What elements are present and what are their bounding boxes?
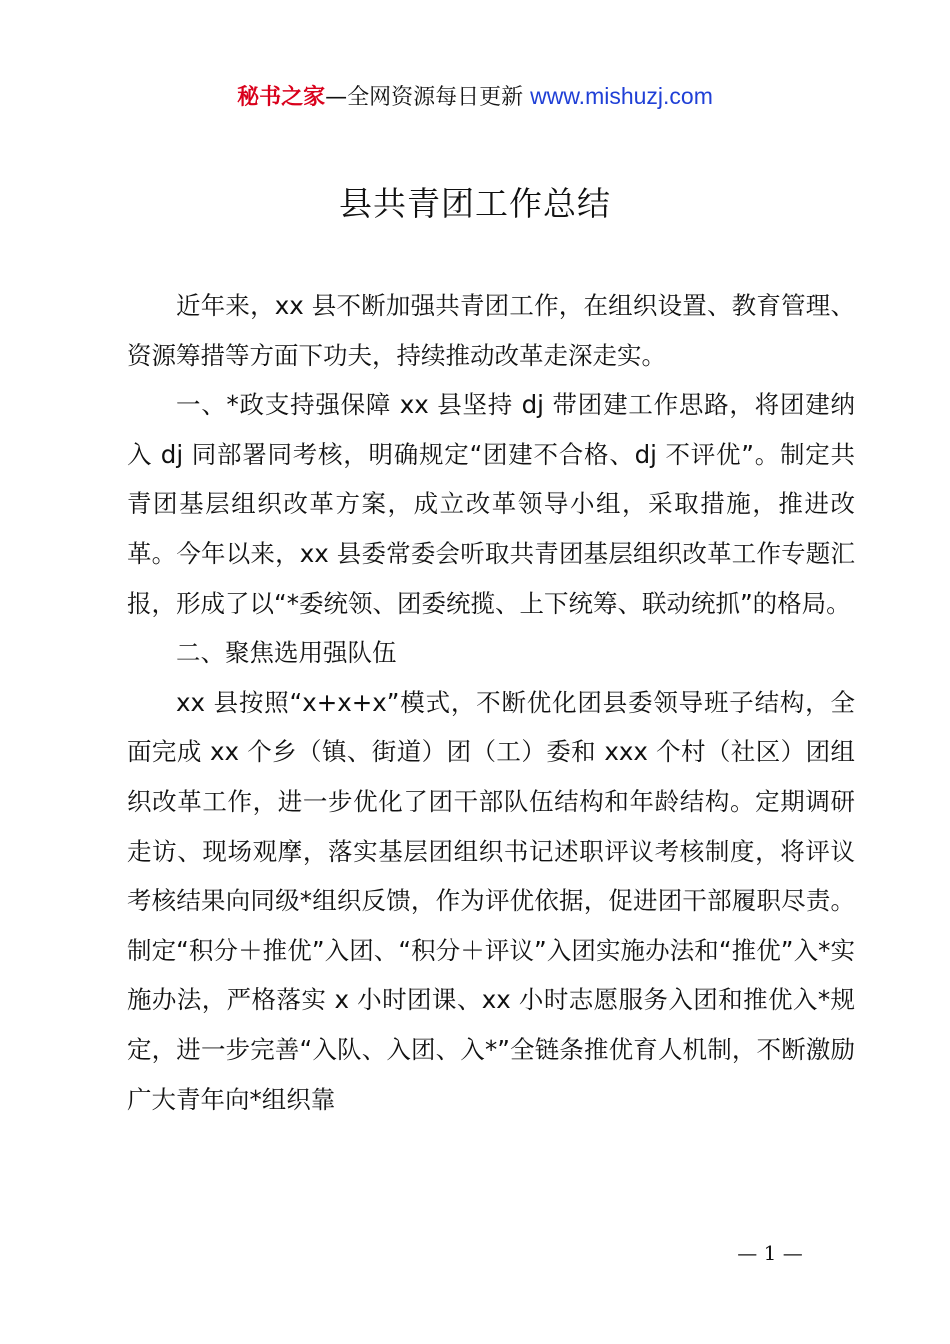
paragraph-intro: 近年来，xx 县不断加强共青团工作，在组织设置、教育管理、资源筹措等方面下功夫，持续推动改革走深走实。	[127, 291, 855, 370]
section-heading-two: 二、聚焦选用强队伍	[176, 638, 397, 668]
document-title: 县共青团工作总结	[339, 184, 611, 223]
paragraph-section-two: xx 县按照“x+x+x”模式，不断优化团县委领导班子结构，全面完成 xx 个乡（镇、街道）团（工）委和 xxx 个村（社区）团组织改革工作，进一步优化了团干部队伍结构和年龄结构。定期调研走访、现场观摩，落实基层团组织书记述职评议考核制度，将评议考核结果向同级*组织反馈，作为评优依据，促进团干部履职尽责。制定“积分＋推优”入团、“积分＋评议”入团实施办法和“推优”入*实施办法，严格落实 x 小时团课、xx 小时志愿服务入团和推优入*规定，进一步完善“入队、入团、入*”全链条推优育人机制，不断激励广大青年向*组织靠	[127, 687, 855, 1114]
banner-tagline: —全网资源每日更新	[325, 85, 531, 110]
paragraph-section-one: 一、*政支持强保障 xx 县坚持 dj 带团建工作思路，将团建纳入 dj 同部署同考核，明确规定“团建不合格、dj 不评优”。制定共青团基层组织改革方案，成立改革领导小组，采取措施，推进改革。今年以来，xx 县委常委会听取共青团基层组织改革工作专题汇报，形成了以“*委统领、团委统揽、上下统筹、联动统抓”的格局。	[127, 390, 855, 618]
site-url-link[interactable]: www.mishuzj.com	[530, 83, 713, 109]
brand-name: 秘书之家	[237, 85, 326, 110]
page-number: — 1 —	[737, 1241, 803, 1265]
document-body	[127, 281, 855, 1124]
site-banner	[0, 78, 950, 116]
